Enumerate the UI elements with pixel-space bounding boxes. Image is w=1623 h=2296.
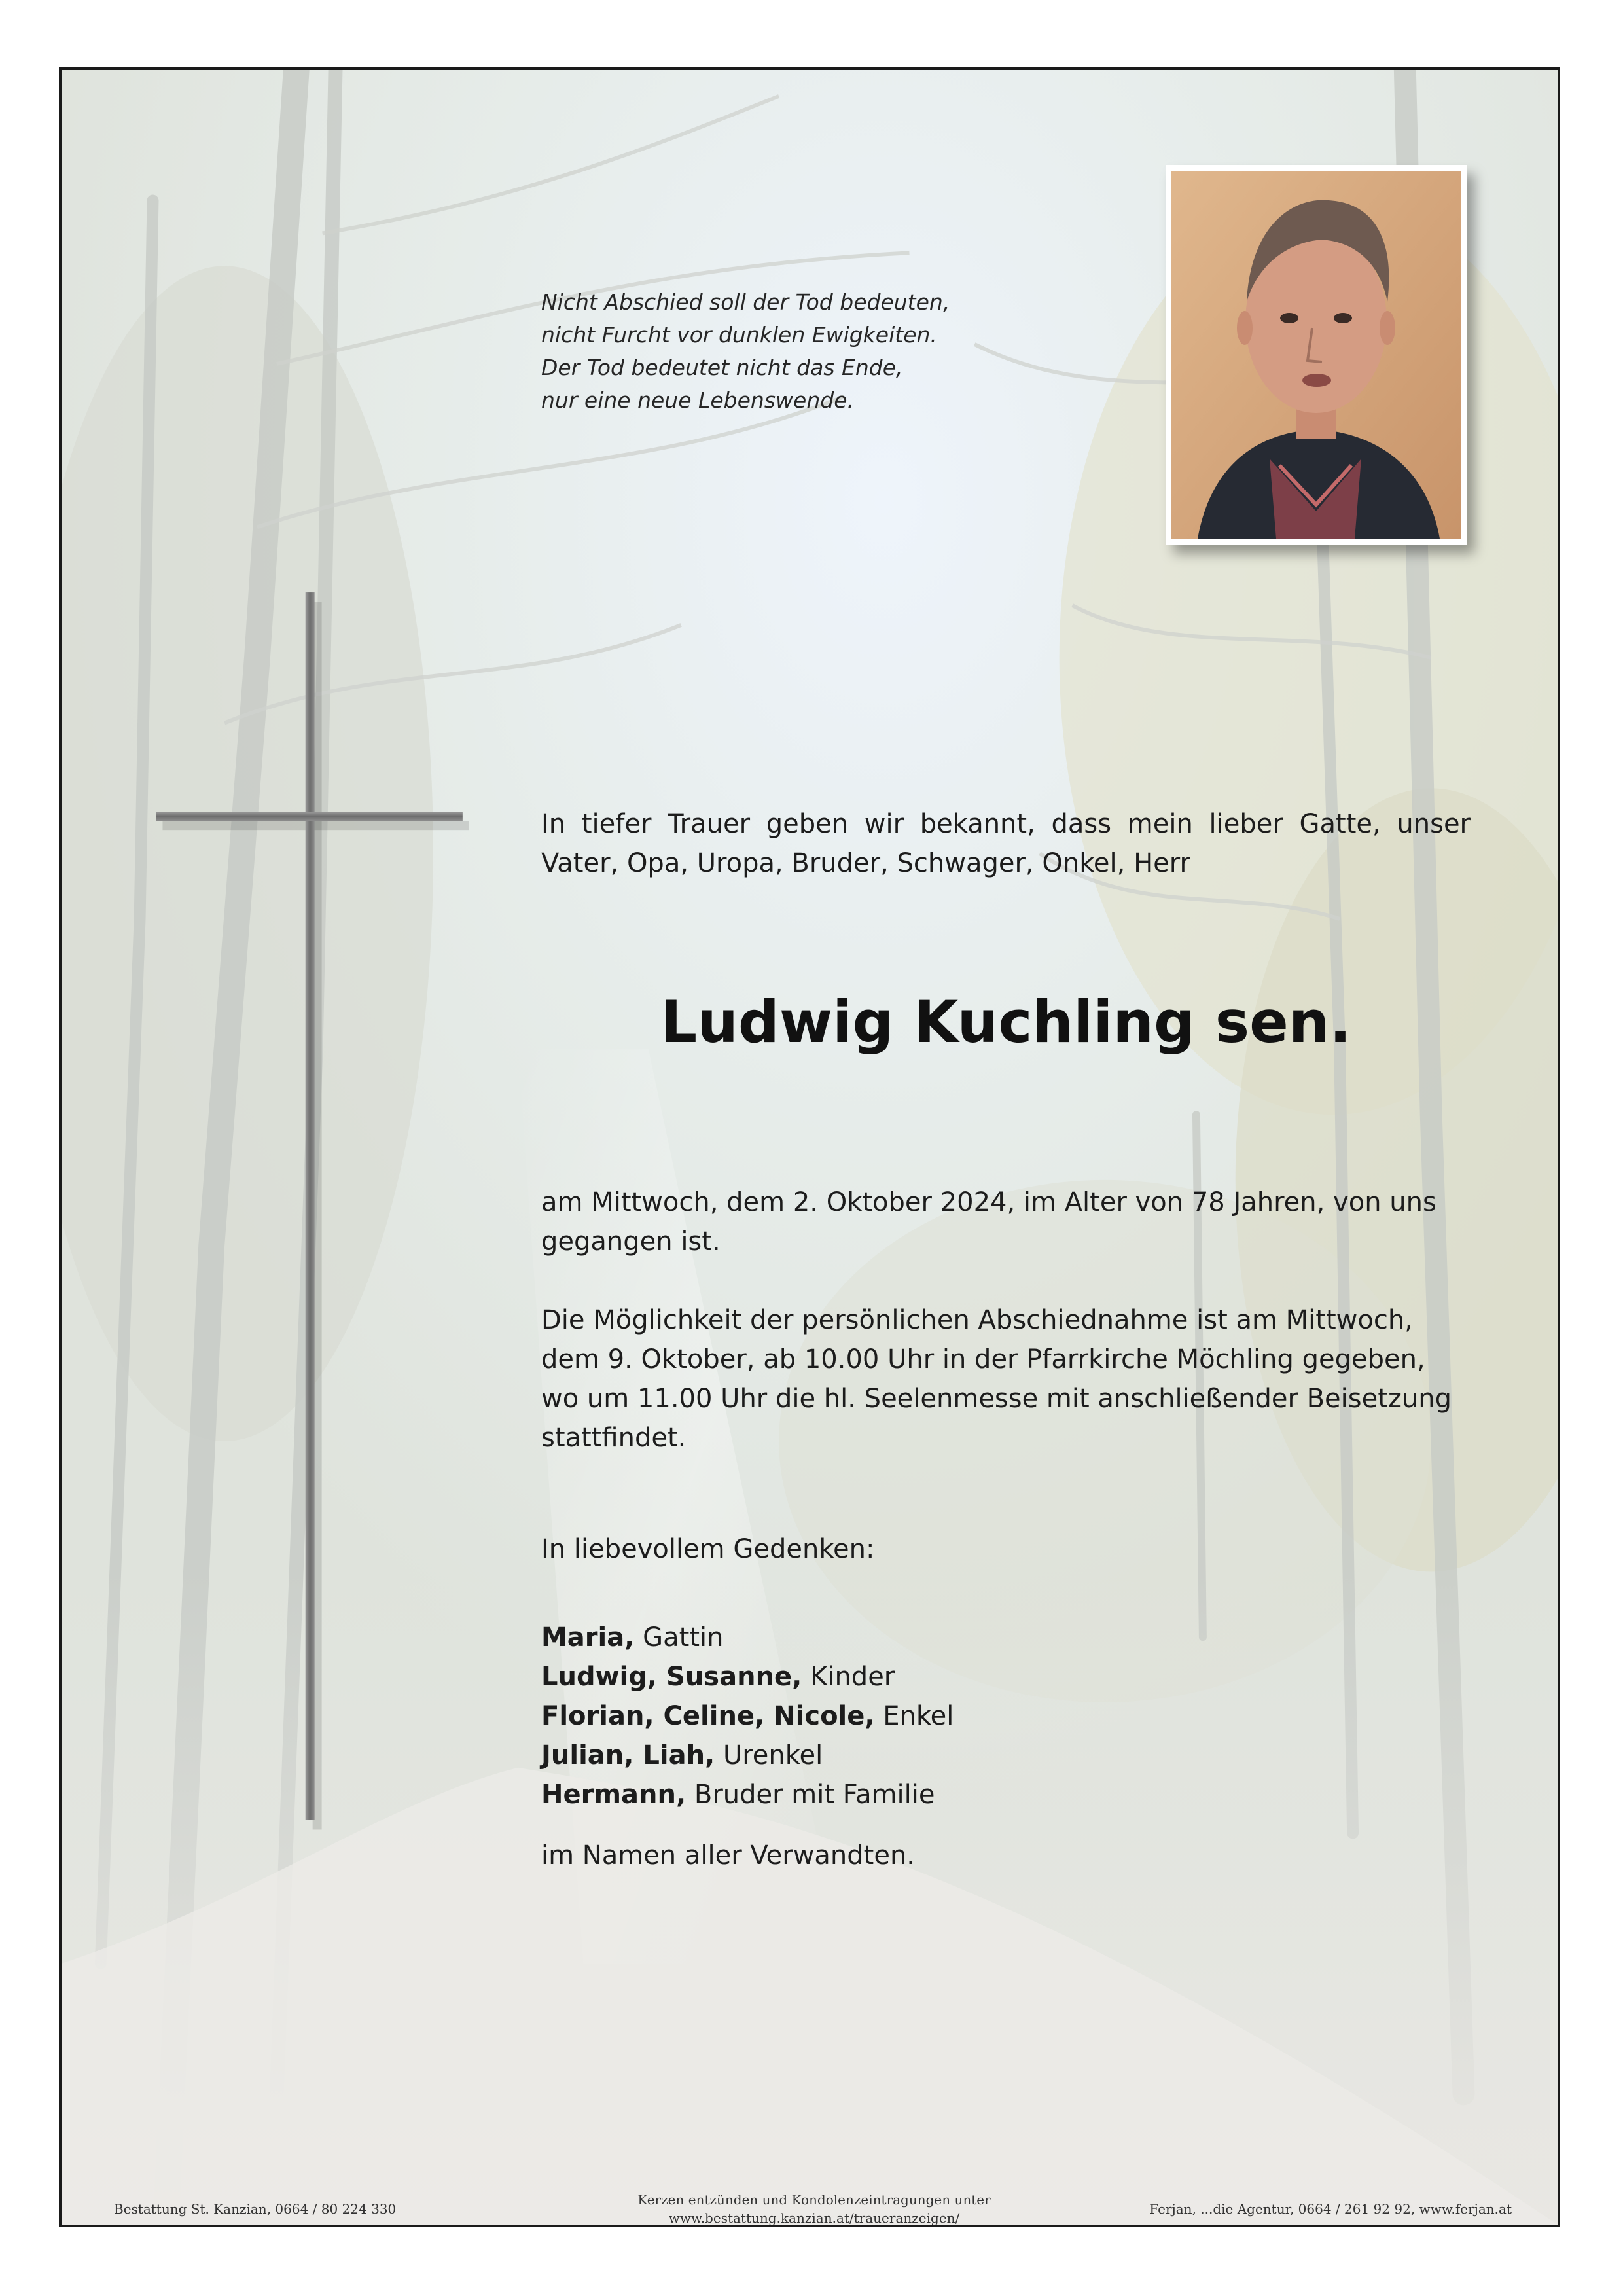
footer-condolence-info <box>585 2191 1043 2227</box>
footer-funeral-home: Bestattung St. Kanzian, 0664 / 80 224 330 <box>114 2201 397 2217</box>
mourners-list <box>541 1618 1471 1814</box>
death-notice: am Mittwoch, dem 2. Oktober 2024, im Alter von 78 Jahren, von uns gegangen ist. <box>541 1187 1436 1257</box>
mourner-relation: Kinder <box>802 1662 895 1692</box>
footer-agency: Ferjan, ...die Agentur, 0664 / 261 92 92, www.ferjan.at <box>1149 2201 1512 2217</box>
portrait-photo-frame <box>1166 165 1467 545</box>
mourner-relation: Gattin <box>634 1623 724 1653</box>
mourner-names: Hermann, <box>541 1780 687 1810</box>
mourner-names: Julian, Liah, <box>541 1740 715 1770</box>
mourner-relation: Urenkel <box>715 1740 823 1770</box>
verse-line: nicht Furcht vor dunklen Ewigkeiten. <box>541 322 937 348</box>
mourner-names: Maria, <box>541 1623 635 1653</box>
mourner-relation: Bruder mit Familie <box>686 1780 935 1810</box>
verse-line: Der Tod bedeutet nicht das Ende, <box>541 355 903 380</box>
footer-condolence-link[interactable]: www.bestattung.kanzian.at/traueranzeigen/ <box>668 2210 960 2226</box>
list-item <box>541 1657 1471 1696</box>
mourners-heading: In liebevollem Gedenken: <box>541 1534 875 1564</box>
deceased-name: Ludwig Kuchling sen. <box>660 988 1351 1056</box>
list-item <box>541 1618 1471 1657</box>
closing-line: im Namen aller Verwandten. <box>541 1840 916 1871</box>
verse-line: Nicht Abschied soll der Tod bedeuten, <box>541 289 950 315</box>
list-item <box>541 1696 1471 1736</box>
list-item <box>541 1775 1471 1814</box>
announcement-intro: In tiefer Trauer geben wir bekannt, dass mein lieber Gatte, unser Vater, Opa, Uropa, Bruder, Schwager, Onkel, Herr <box>541 809 1471 878</box>
footer-condolence-text: Kerzen entzünden und Kondolenzeintragungen unter <box>637 2192 991 2208</box>
mourner-relation: Enkel <box>874 1701 954 1731</box>
list-item <box>541 1736 1471 1775</box>
memorial-verse <box>541 286 1065 417</box>
mourner-names: Florian, Celine, Nicole, <box>541 1701 875 1731</box>
farewell-details: Die Möglichkeit der persönlichen Abschiednahme ist am Mittwoch, dem 9. Oktober, ab 10.00 Uhr in der Pfarrkirche Möchling gegeben, wo um 11.00 Uhr die hl. Seelenmesse mit anschließender Beisetzung stattfindet. <box>541 1305 1452 1453</box>
mourner-names: Ludwig, Susanne, <box>541 1662 802 1692</box>
portrait-photo <box>1171 171 1461 539</box>
obituary-frame <box>59 67 1560 2227</box>
verse-line: nur eine neue Lebenswende. <box>541 387 854 413</box>
